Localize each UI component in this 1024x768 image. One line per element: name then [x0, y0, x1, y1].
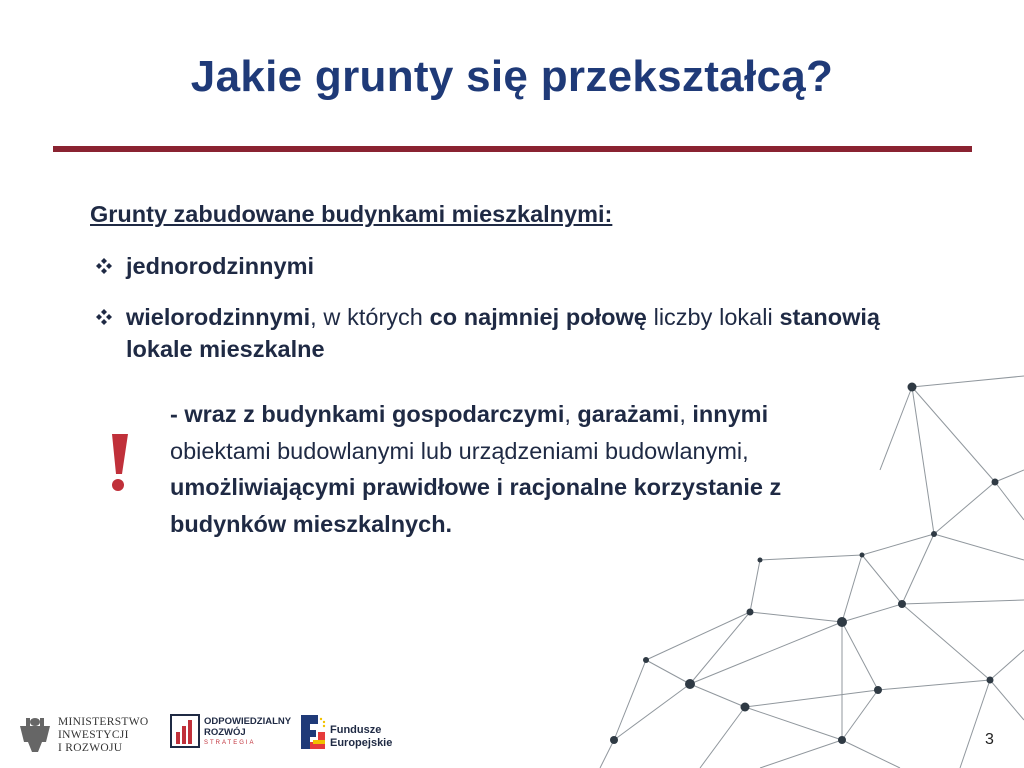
bullet-item-1: [90, 250, 880, 282]
text-run: ,: [679, 401, 693, 427]
text-run: co najmniej połowę: [429, 304, 647, 330]
content-heading: Grunty zabudowane budynkami mieszkalnymi:: [90, 201, 613, 227]
text-run: ,: [564, 401, 578, 427]
odpowiedzialny-rozwoj-logo-icon: [170, 712, 202, 750]
text-run: innymi: [692, 401, 769, 427]
bullet-text: [126, 253, 314, 279]
slide-title: Jakie grunty się przekształcą?: [190, 52, 834, 101]
text-run: liczby lokali: [646, 304, 780, 330]
odpowiedzialny-rozwoj-text: ODPOWIEDZIALNY ROZWÓJ: [204, 716, 292, 738]
text-run: garażami: [577, 401, 680, 427]
bullet-text: [126, 304, 880, 362]
note-text: [170, 396, 870, 542]
bullet-item-2: [90, 301, 880, 365]
eagle-emblem-icon: [18, 712, 52, 754]
diamond-bullet-icon: [92, 301, 116, 333]
fundusze-europejskie-logo-icon: [298, 712, 328, 752]
slide-content: [90, 198, 880, 384]
text-run: jednorodzinnymi: [126, 253, 314, 279]
strategia-text: STRATEGIA: [204, 740, 256, 746]
fundusze-europejskie-text: Fundusze Europejskie: [330, 724, 393, 749]
text-run: stanowią lokale mieszkalne: [126, 304, 880, 362]
text-run: , w których: [310, 304, 430, 330]
diamond-bullet-icon: [92, 250, 116, 282]
text-run: i racjonalne korzystanie z budynków mieszkalnych.: [170, 474, 782, 537]
exclamation-icon: [98, 430, 138, 494]
text-run: - wraz z budynkami gospodarczymi: [170, 401, 565, 427]
text-run: wielorodzinnymi: [126, 304, 311, 330]
page-number: 3: [985, 731, 994, 748]
ministry-logo-text: MINISTERSTWO INWESTYCJI I ROZWOJU: [58, 716, 149, 754]
text-run: obiektami budowlanymi lub urządzeniami budowlanymi,: [170, 437, 749, 464]
text-run: umożliwiającymi prawidłowe: [170, 474, 490, 500]
title-divider: [53, 146, 972, 152]
